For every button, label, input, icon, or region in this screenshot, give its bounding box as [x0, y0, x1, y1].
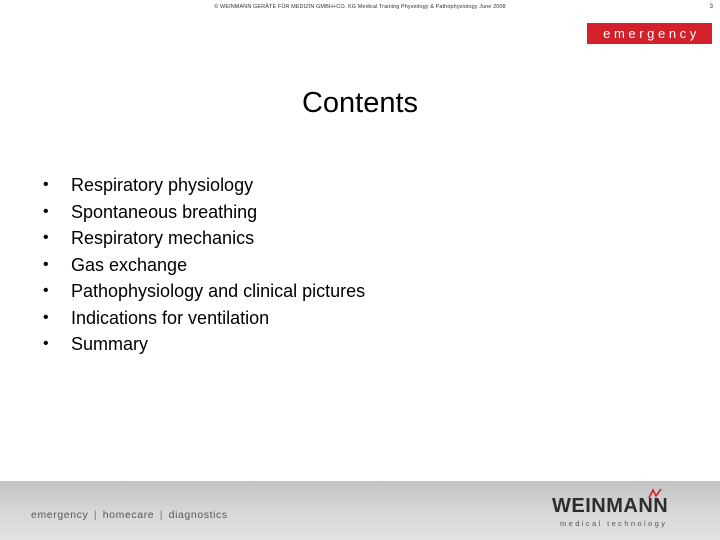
list-item — [43, 252, 365, 279]
list-item-label: Spontaneous breathing — [71, 201, 258, 222]
list-item-label: Respiratory physiology — [71, 175, 254, 195]
footer-bar — [0, 481, 720, 540]
bullet-icon: • — [43, 255, 49, 273]
bullet-icon: • — [43, 176, 49, 193]
bullet-icon: • — [43, 335, 49, 352]
bullet-icon: • — [43, 308, 49, 326]
bullet-icon: • — [43, 282, 49, 299]
list-item — [43, 225, 365, 252]
tagline-separator: | — [159, 509, 164, 521]
tagline-homecare: homecare — [102, 509, 155, 521]
tagline-diagnostics: diagnostics — [168, 509, 228, 521]
list-item-label: Indications for ventilation — [71, 307, 270, 328]
list-item — [43, 199, 365, 226]
list-item — [43, 172, 365, 199]
list-item-label: Respiratory mechanics — [71, 228, 255, 248]
logo-subtitle: medical technology — [560, 519, 668, 528]
bullet-icon: • — [43, 202, 49, 220]
tagline-emergency: emergency — [31, 509, 89, 521]
weinmann-logo — [552, 495, 702, 535]
contents-list — [43, 172, 365, 358]
list-item — [43, 331, 365, 358]
tagline-separator: | — [93, 509, 98, 521]
list-item-label: Summary — [71, 334, 149, 354]
logo-word: WEINMANN — [552, 495, 669, 517]
header-note: © WEINMANN GERÄTE FÜR MEDIZIN GMBH+CO. KG Medical Training Physiology & Pathophysiology June 2008 — [214, 4, 506, 10]
bullet-icon: • — [43, 229, 49, 246]
emergency-badge: emergency — [587, 23, 712, 44]
list-item-label: Pathophysiology and clinical pictures — [71, 281, 366, 301]
list-item — [43, 305, 365, 332]
list-item — [43, 278, 365, 305]
footer-tagline — [31, 509, 228, 521]
page-number: 3 — [709, 4, 713, 10]
page-title: Contents — [301, 87, 419, 119]
list-item-label: Gas exchange — [71, 254, 188, 275]
